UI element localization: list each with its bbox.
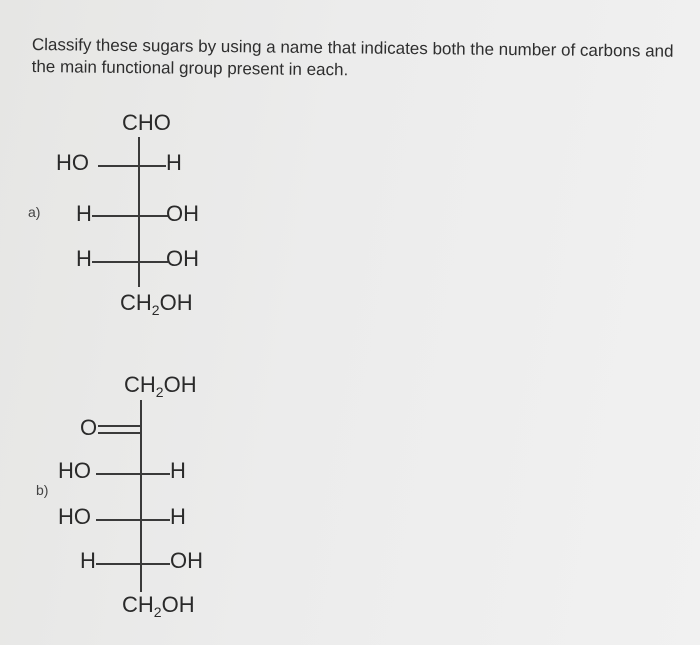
a-row1-bond <box>98 165 166 167</box>
a-top-group: CHO <box>122 110 171 135</box>
a-bottom-group: $CH_2OH$ <box>120 290 193 318</box>
question-text <box>32 34 692 85</box>
a-row2-right: OH <box>166 201 199 226</box>
b-bottom-group: $CH_2OH$ <box>122 592 195 620</box>
b-row2-left: HO <box>58 504 91 529</box>
b-row2-right: H <box>170 504 186 529</box>
b-top-group: $CH_2OH$ <box>124 372 197 400</box>
b-carbonyl-bond-2 <box>98 432 142 434</box>
question-line-2: the main functional group present in each. <box>31 56 349 80</box>
b-row1-bond <box>96 473 170 475</box>
label-b: b) <box>36 482 49 498</box>
a-row3-bond <box>92 261 168 263</box>
a-row2-bond <box>92 215 168 217</box>
question-line-1: Classify these sugars by using a name that indicates both the number of carbons and <box>31 34 674 61</box>
b-row3-bond <box>96 563 170 565</box>
b-row3-left: H <box>80 548 96 573</box>
b-row1-right: H <box>170 458 186 483</box>
a-row1-left: HO <box>56 150 89 175</box>
b-carbonyl-bond-1 <box>98 425 142 427</box>
label-a: a) <box>28 204 41 220</box>
b-row1-left: HO <box>58 458 91 483</box>
a-row2-left: H <box>76 201 92 226</box>
a-row1-right: H <box>166 150 182 175</box>
a-row3-right: OH <box>166 246 199 271</box>
b-row3-right: OH <box>170 548 203 573</box>
a-row3-left: H <box>76 246 92 271</box>
b-carbonyl-oxygen: O <box>80 415 98 440</box>
a-backbone <box>138 137 140 287</box>
b-row2-bond <box>96 519 170 521</box>
